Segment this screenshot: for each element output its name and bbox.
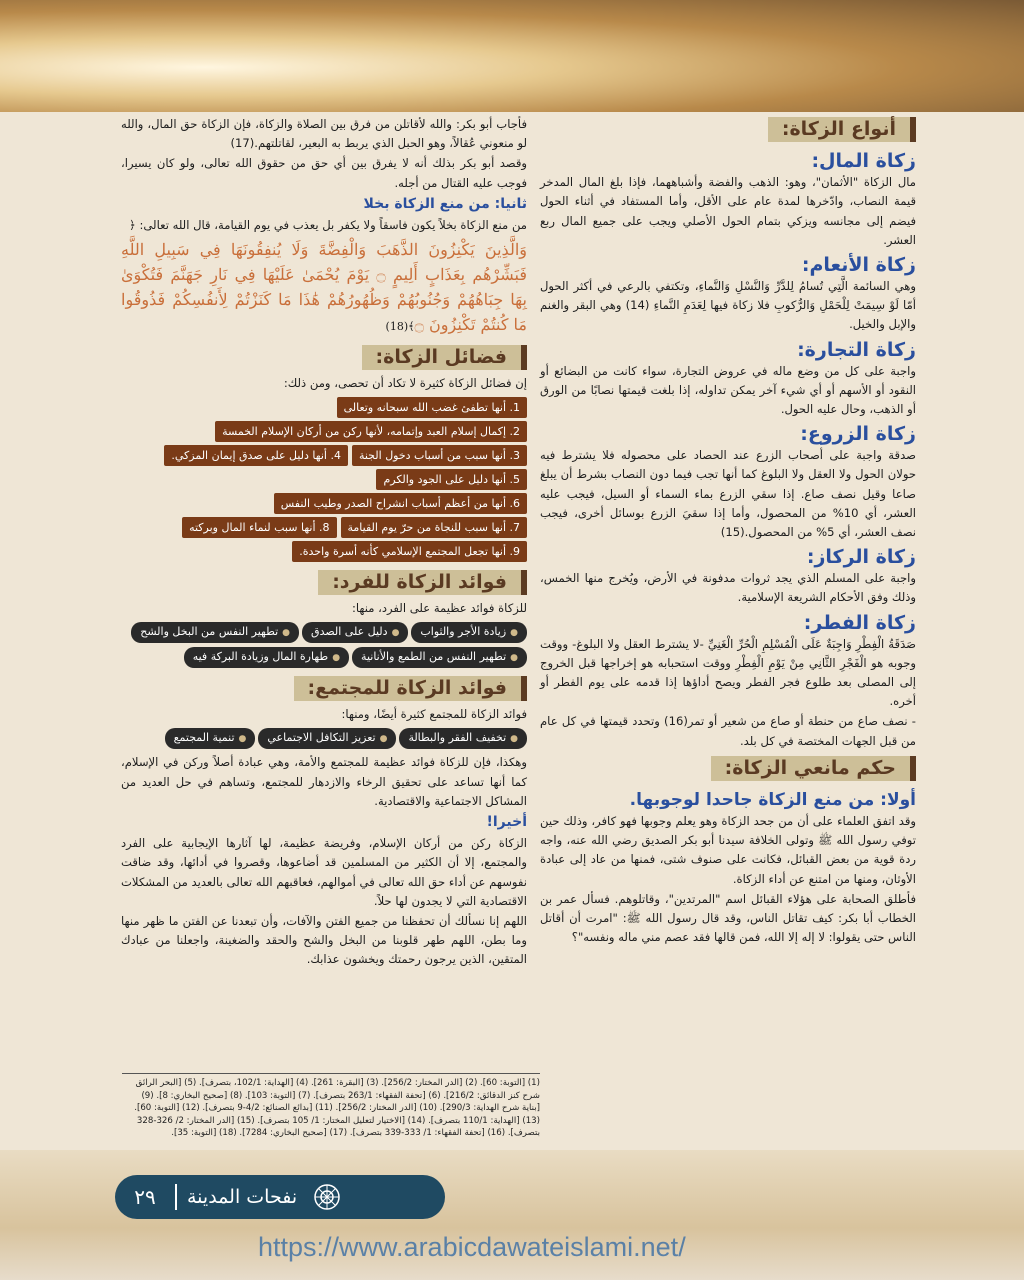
section-title-zakat-types: أنواع الزكاة: <box>768 117 916 142</box>
fard-item: ● تطهير النفس من البخل والشح <box>131 622 299 643</box>
fadail-item: 4. أنها دليل على صدق إيمان المزكي. <box>164 445 348 466</box>
section-title-fard: فوائد الزكاة للفرد: <box>318 570 527 595</box>
quran-verse <box>121 237 527 339</box>
subtitle-zakat-anaam: زكاة الأنعام: <box>801 254 916 277</box>
subtitle-zakat-rikaz: زكاة الركاز: <box>806 546 916 569</box>
fadail-item: 9. أنها تجعل المجتمع الإسلامي كأنه أسرة واحدة. <box>292 541 527 562</box>
footnotes: (1) [التوبة: 60]. (2) [الدر المختار: 256/2]. (3) [البقرة: 261]. (4) [الهداية: 102/1، بتصرف]. (5) [البحر الرائق شرح كنز الدقائق: 216/2]. (6) [تحفة الفقهاء: 263/1 بتصرف]. (7) [التوبة: 103]. (8) [صحيح البخاري: 8]. (9) [بناية شرح الهداية: 290/3]. (10) [الدر المختار: 256/2]. (11) [بدائع الصنائع: 4/2-9 بتصرف]. (12) [التوبة: 60]. (13) [الهداية: 110/1 بتصرف]. (14) [الاختيار لتعليل المختار: 1/ 105 بتصرف]. (15) [الدر المختار: 2/ 326-328 بتصرف]. (16) [تحفة الفقهاء: 1/ 333-339 بتصرف]. (17) [صحيح البخاري: 7284]. (18) [التوبة: 35]. <box>122 1073 540 1140</box>
subtitle-thaniyan: ثانيا: من منع الزكاة بخلا <box>363 195 527 212</box>
subtitle-zakat-fitr: زكاة الفطر: <box>803 611 916 634</box>
section-title-fadail: فضائل الزكاة: <box>362 345 527 370</box>
paragraph-zakat-rikaz: واجبة على المسلم الذي يجد ثروات مدفونة في الأرض، ويُخرج منها الخمس، وذلك وفق الأحكام الشريعة الإسلامية. <box>540 571 916 605</box>
top-banner-image <box>0 0 1024 112</box>
mujtama-item: ● تعزيز التكافل الاجتماعي <box>258 728 396 749</box>
paragraph-thaniyan: من منع الزكاة بخلاً يكون فاسقاً ولا يكفر بل يعذب في يوم القيامة، قال الله تعالى: ﴿ <box>128 218 527 233</box>
fadail-item: 3. أنها سبب من أسباب دخول الجنة <box>352 445 527 466</box>
mujtama-item: ● تخفيف الفقر والبطالة <box>399 728 527 749</box>
subtitle-awwalan: أولا: من منع الزكاة جاحدا لوجوبها. <box>629 790 916 811</box>
fadail-item: 8. أنها سبب لنماء المال وبركته <box>182 517 336 538</box>
paragraph-fard-intro: للزكاة فوائد عظيمة على الفرد، منها: <box>351 600 527 615</box>
subtitle-akhiran: أخيرا! <box>486 814 527 831</box>
publication-logo-icon <box>313 1183 341 1211</box>
fard-item: ● دليل على الصدق <box>302 622 408 643</box>
fard-item: ● زيادة الأجر والثواب <box>411 622 527 643</box>
fard-list <box>121 620 527 670</box>
paragraph-akhiran: الزكاة ركن من أركان الإسلام، وفريضة عظيمة، لها آثارها الإيجابية على الفرد والمجتمع، إلا أن الكثير من المسلمين قد أضاعوها، وقصروا في أدائها، وقد ضاقت نفوسهم عن أداء حق الله تعالى في أموالهم، فعاقبهم الله تعالى بالعديد من المشكلات الاقتصادية التي لا يجدون لها حلاً. <box>121 836 527 908</box>
paragraph-zakat-fitr: صَدَقَةُ الْفِطْرِ وَاجِبَةٌ عَلَى الْمُسْلِمِ الْحُرِّ الْغَنِيِّ -لا يشترط العقل ولا البلوغ- ووقت وجوبه هو الْفَجْرِ الثَّانِي مِنْ يَوْمِ الْفِطْرِ ووقت استحبابه هو إخراجها قبل الخروج إلى المصلى بعد طلوع فجر الفطر ويصح أداؤها إذا قدمه على يوم الفطر أو أخره. <box>540 636 916 709</box>
fadail-item: 5. أنها دليل على الجود والكرم <box>376 469 527 490</box>
paragraph-zakat-mal: مال الزكاة "الأثمان"، وهو: الذهب والفضة وأشباههما، فإذا بلغ المال المدخر قيمة النصاب، وادّخرها لمدة عام على الأقل، وأما المستفاد في أثناء الحول فيضم إلى مجانسه ويزكي بتمام الحول الأصلي ويجب على جميع المال ربع العشر. <box>540 175 916 247</box>
paragraph-zakat-tijara: واجبة على كل من وضع ماله في عروض التجارة، سواء كانت من البضائع أو النقود أو الأسهم أو أي شيء آخر يمكن تداوله، إذا بلغت قيمتها نصابًا من الورق أو الذهب، وحال عليه الحول. <box>540 363 916 417</box>
left-column <box>121 115 527 971</box>
mujtama-item: ● تنمية المجتمع <box>165 728 256 749</box>
page-number: ٢٩ <box>134 1185 156 1209</box>
right-column <box>540 115 916 949</box>
fard-item: ● تطهير النفس من الطمع والأنانية <box>352 647 527 668</box>
paragraph-intro: فأجاب أبو بكر: والله لأقاتلن من فرق بين الصلاة والزكاة، فإن الزكاة حق المال، والله لو منعوني عُقالاً، وهو الحبل الذي يربط به البعير، لقاتلتهم.(17) <box>121 117 527 151</box>
paragraph-dua: اللهم إنا نسألك أن تحفظنا من جميع الفتن والآفات، وأن تبعدنا عن الفتن ما ظهر منها وما بطن، اللهم طهر قلوبنا من البخل والشح والحقد والضغينة، واجعلنا من عبادك المتقين، الذين يرجون رحمتك ويخشون عذابك. <box>121 914 527 967</box>
paragraph-awwalan: وقد اتفق العلماء على أن من جحد الزكاة وهو يعلم وجوبها فهو كافر، وذلك حين توفي رسول الله ﷺ وتولى الخلافة سيدنا أبو بكر الصديق رضي الله عنه، واجه ردة قوية من بعض القبائل، فكانت على صنوف شتى، فمنها من عاد إلى عبادة الأوثان، ومنها من امتنع عن أداء الزكاة. <box>540 814 916 886</box>
paragraph-zakat-anaam: وهي السائمة الَّتِي تُسامُ لِلدَّرِّ وَالنَّسْلِ وَالنَّماءِ، وتكتفي بالرعي في أكثر الحول أمّا لَوْ سِيمَتْ لِلْحَمْلِ وَالرُّكوبِ فلا زكاة فيها لِعَدَمِ النَّماءِ (14) وهي البقر والغنم والإبل والخيل. <box>540 279 916 332</box>
paragraph-mujtama: وهكذا، فإن للزكاة فوائد عظيمة للمجتمع والأمة، وهي عبادة أصلاً وركن في الإسلام، كما أنها تساعد على تحقيق الرخاء والازدهار للمجتمع، وتساهم في حل العديد من المشاكل الاجتماعية والاقتصادية. <box>121 755 527 808</box>
paragraph-zakat-zuroo: صدقة واجبة على أصحاب الزرع عند الحصاد على محصوله فلا يشترط فيه حولان الحول ولا العقل ولا البلوغ كما أنها تجب فيما دون النصاب بشرط أن يبلغ صاعا وقيل نصف صاع. إذا سقي الزرع بماء السماء أو السيل، فيجب عليه العشر، أي 10% من المحصول، وأما إذا سقيَ الزرع بوسائل أخرى، فيجب نصف العشر، أي 5% من المحصول.(15) <box>540 448 916 540</box>
website-watermark: https://www.arabicdawateislami.net/ <box>258 1232 686 1262</box>
paragraph-fadail-intro: إن فضائل الزكاة كثيرة لا تكاد أن تحصى، ومن ذلك: <box>283 376 527 391</box>
fard-item: ● طهارة المال وزيادة البركة فيه <box>184 647 349 668</box>
section-title-hukm: حكم مانعي الزكاة: <box>711 756 916 781</box>
subtitle-zakat-tijara: زكاة التجارة: <box>797 338 916 361</box>
paragraph-intro-2: وقصد أبو بكر بذلك أنه لا يفرق بين أي حق من حقوق الله تعالى، ولو كان يسيرا، فوجب عليه القتال من أجله. <box>121 156 527 190</box>
subtitle-zakat-mal: زكاة المال: <box>811 150 916 173</box>
mujtama-list <box>121 726 527 751</box>
section-title-mujtama: فوائد الزكاة للمجتمع: <box>294 676 527 701</box>
paragraph-awwalan-2: فأطلق الصحابة على هؤلاء القبائل اسم "المرتدين"، وقاتلوهم. فسأل عمر بن الخطاب أبا بكر: كيف تقاتل الناس، وقد قال رسول الله ﷺ: "امرت أن أقاتل الناس حتى يقولوا: لا إله إلا الله، فمن قالها فقد عصم مني ماله ونفسه"؟ <box>540 891 916 945</box>
paragraph-mujtama-intro: فوائد الزكاة للمجتمع كثيرة أيضًا، ومنها: <box>341 707 527 722</box>
quran-reference: ﴾(18) <box>385 320 415 334</box>
paragraph-zakat-fitr-amount: - نصف صاع من حنطة أو صاع من شعير أو تمر(16) وتحدد قيمتها في كل عام من قبل الجهات المختصة في كل بلد. <box>540 714 916 748</box>
fadail-item: 6. أنها من أعظم أسباب انشراح الصدر وطيب النفس <box>274 493 527 514</box>
fadail-item: 1. أنها تطفئ غضب الله سبحانه وتعالى <box>337 397 527 418</box>
subtitle-zakat-zuroo: زكاة الزروع: <box>800 423 916 446</box>
fadail-item: 2. إكمال إسلام العبد وإتمامه، لأنها ركن من أركان الإسلام الخمسة <box>215 421 527 442</box>
fadail-item: 7. أنها سبب للنجاة من حرّ يوم القيامة <box>341 517 528 538</box>
quran-verse-text: وَالَّذِينَ يَكْنِزُونَ الذَّهَبَ وَالْفِضَّةَ وَلَا يُنفِقُونَهَا فِي سَبِيلِ اللَّهِ فَبَشِّرْهُم بِعَذَابٍ أَلِيمٍ ۝ يَوْمَ يُحْمَىٰ عَلَيْهَا فِي نَارِ جَهَنَّمَ فَتُكْوَىٰ بِهَا جِبَاهُهُمْ وَجُنُوبُهُمْ وَظُهُورُهُمْ هَٰذَا مَا كَنَزْتُمْ لِأَنفُسِكُمْ فَذُوقُوا مَا كُنتُمْ تَكْنِزُونَ ۝ <box>121 240 528 335</box>
page-footer-bar <box>115 1175 445 1219</box>
fadail-list <box>121 396 527 564</box>
publication-name: نفحات المدينة <box>187 1186 298 1208</box>
